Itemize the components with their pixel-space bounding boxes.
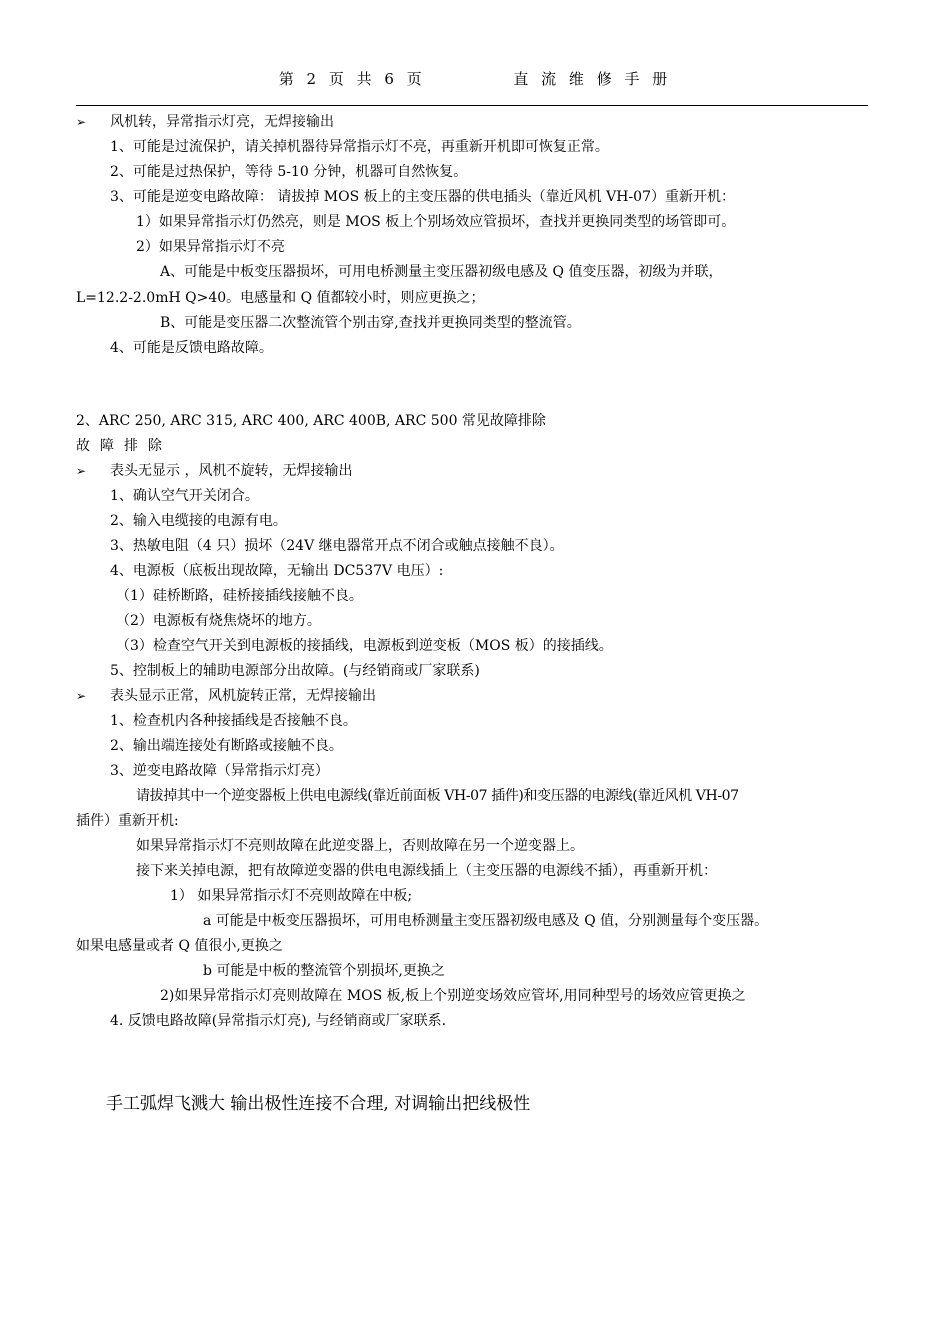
fault-heading: ➢ 表头显示正常，风机旋转正常，无焊接输出	[76, 688, 376, 704]
list-item: 2、可能是过热保护，等待 5-10 分钟，机器可自然恢复。	[110, 164, 468, 180]
list-item: 1） 如果异常指示灯不亮则故障在中板;	[170, 888, 413, 904]
list-item: （2）电源板有烧焦烧坏的地方。	[116, 613, 321, 629]
arrowhead-bullet-icon: ➢	[76, 115, 87, 129]
list-item: 2）如果异常指示灯不亮	[136, 239, 285, 255]
list-item: 2)如果异常指示灯亮则故障在 MOS 板,板上个别逆变场效应管坏,用同种型号的场效应管更换之	[160, 988, 746, 1004]
fault-heading: ➢ 表头无显示 ，风机不旋转，无焊接输出	[76, 463, 353, 479]
fault-heading: ➢ 风机转，异常指示灯亮，无焊接输出	[76, 114, 334, 130]
document-title: 直 流 维 修 手 册	[513, 70, 672, 88]
list-item: 1、可能是过流保护，请关掉机器待异常指示灯不亮，再重新开机即可恢复正常。	[110, 139, 609, 155]
list-item: 2、输入电缆接的电源有电。	[110, 513, 287, 529]
list-item: b 可能是中板的整流管个别损坏,更换之	[203, 963, 445, 979]
list-item: B、可能是变压器二次整流管个别击穿,查找并更换同类型的整流管。	[160, 315, 581, 331]
page-number: 第 2 页 共 6 页	[278, 70, 426, 88]
list-item: A、可能是中板变压器损坏，可用电桥测量主变压器初级电感及 Q 值变压器，初级为并联，	[160, 264, 723, 280]
list-item: 1、确认空气开关闭合。	[110, 488, 259, 504]
list-item: 如果异常指示灯不亮则故障在此逆变器上，否则故障在另一个逆变器上。	[136, 838, 584, 854]
polarity-note: 手工弧焊飞溅大 输出极性连接不合理, 对调输出把线极性	[106, 1094, 531, 1114]
list-item: 5、控制板上的辅助电源部分出故障。(与经销商或厂家联系)	[110, 663, 480, 679]
list-item: 3、逆变电路故障（异常指示灯亮）	[110, 763, 329, 779]
list-item: 1、检查机内各种接插线是否接触不良。	[110, 713, 357, 729]
list-item: L=12.2-2.0mH Q>40。电感量和 Q 值都较小时，则应更换之；	[76, 290, 485, 306]
arrowhead-bullet-icon: ➢	[76, 689, 87, 703]
list-item: 3、可能是逆变电路故障： 请拔掉 MOS 板上的主变压器的供电插头（靠近风机 VH-07）重新开机：	[110, 189, 735, 205]
list-item: 插件）重新开机:	[76, 813, 179, 829]
header-divider	[76, 105, 868, 106]
list-item: 2、输出端连接处有断路或接触不良。	[110, 738, 343, 754]
list-item: 请拔掉其中一个逆变器板上供电电源线(靠近前面板 VH-07 插件)和变压器的电源线(靠近风机 VH-07	[136, 788, 739, 804]
list-item: 3、热敏电阻（4 只）损坏（24V 继电器常开点不闭合或触点接触不良）。	[110, 538, 564, 554]
list-item: a 可能是中板变压器损坏，可用电桥测量主变压器初级电感及 Q 值，分别测量每个变压器。	[203, 913, 769, 929]
list-item: 4、电源板（底板出现故障，无输出 DC537V 电压）:	[110, 563, 444, 579]
list-item: （1）硅桥断路，硅桥接插线接触不良。	[116, 588, 363, 604]
section-subtitle: 故障排除	[76, 438, 172, 454]
list-item: 如果电感量或者 Q 值很小,更换之	[76, 938, 283, 954]
list-item: （3）检查空气开关到电源板的接插线，电源板到逆变板（MOS 板）的接插线。	[116, 638, 613, 654]
list-item: 4. 反馈电路故障(异常指示灯亮), 与经销商或厂家联系.	[110, 1013, 447, 1029]
list-item: 1）如果异常指示灯仍然亮，则是 MOS 板上个别场效应管损坏，查找并更换同类型的场管即可。	[136, 214, 736, 230]
list-item: 4、可能是反馈电路故障。	[110, 340, 273, 356]
arrowhead-bullet-icon: ➢	[76, 464, 87, 478]
page-header	[0, 68, 950, 89]
section-title: 2、ARC 250, ARC 315, ARC 400, ARC 400B, ARC 500 常见故障排除	[76, 413, 546, 429]
list-item: 接下来关掉电源，把有故障逆变器的供电电源线插上（主变压器的电源线不插），再重新开机：	[136, 863, 717, 879]
